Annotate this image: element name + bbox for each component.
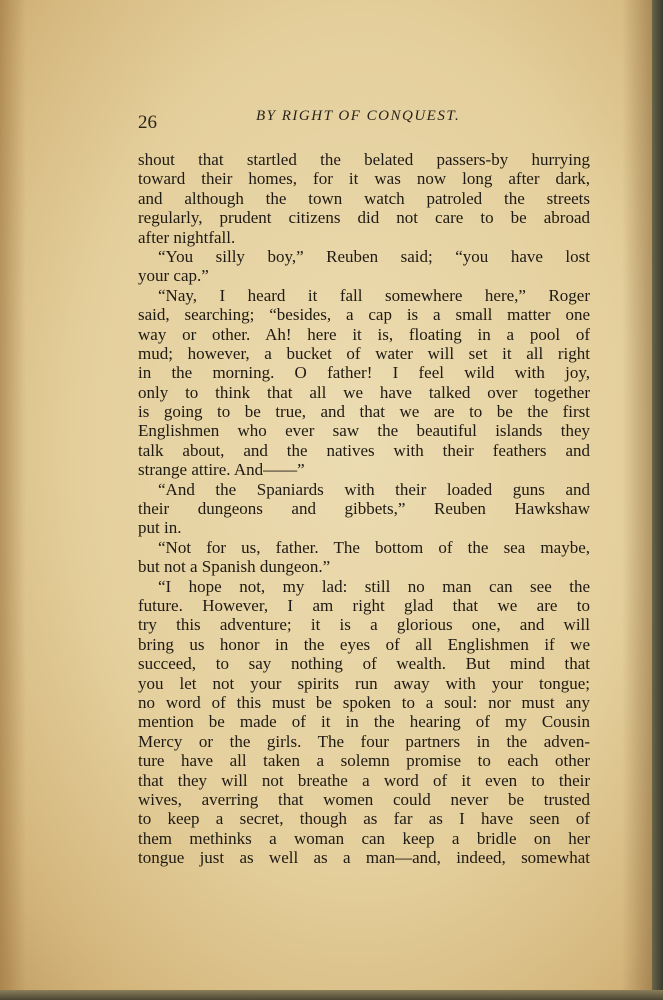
text-line: future. However, I am right glad that we are to	[138, 595, 590, 615]
page-header	[138, 108, 590, 134]
text-line: “And the Spaniards with their loaded guns and	[158, 479, 590, 499]
text-line: strange attire. And——”	[138, 460, 305, 480]
text-line: only to think that all we have talked over together	[138, 382, 590, 402]
page-number: 26	[138, 112, 157, 133]
text-line: their dungeons and gibbets,” Reuben Hawkshaw	[138, 499, 590, 519]
text-line: toward their homes, for it was now long after dark,	[138, 169, 590, 189]
text-line: mention be made of it in the hearing of my Cousin	[138, 712, 590, 732]
text-line: “I hope not, my lad: still no man can see the	[158, 576, 590, 596]
text-line: them methinks a woman can keep a bridle on her	[138, 828, 590, 848]
text-line: your cap.”	[138, 266, 209, 286]
text-line: way or other. Ah! here it is, floating in a pool of	[138, 324, 590, 344]
text-line: succeed, to say nothing of wealth. But mind that	[138, 654, 590, 674]
page-edge-right	[652, 0, 663, 1000]
text-line: “You silly boy,” Reuben said; “you have lost	[158, 246, 590, 266]
text-line: shout that startled the belated passers-by hurrying	[138, 150, 590, 169]
page-edge-bottom	[0, 990, 663, 1000]
text-line: ture have all taken a solemn promise to each other	[138, 751, 590, 771]
text-line: but not a Spanish dungeon.”	[138, 557, 331, 577]
text-line: Englishmen who ever saw the beautiful islands they	[138, 421, 590, 441]
text-line: regularly, prudent citizens did not care to be abroad	[138, 208, 590, 228]
text-line: try this adventure; it is a glorious one, and will	[138, 615, 590, 635]
text-line: “Nay, I heard it fall somewhere here,” Roger	[158, 285, 590, 305]
body-text	[138, 150, 590, 867]
text-line: wives, averring that women could never be trusted	[138, 789, 590, 809]
text-line: put in.	[138, 518, 182, 538]
text-line: in the morning. O father! I feel wild with joy,	[138, 363, 590, 383]
text-line: that they will not breathe a word of it even to their	[138, 770, 590, 790]
text-line: “Not for us, father. The bottom of the sea maybe,	[158, 537, 590, 557]
text-line: talk about, and the natives with their feathers and	[138, 440, 590, 460]
running-head: BY RIGHT OF CONQUEST.	[256, 108, 461, 124]
text-line: you let not your spirits run away with your tongue;	[138, 673, 590, 693]
text-line: and although the town watch patroled the streets	[138, 188, 590, 208]
text-line: mud; however, a bucket of water will set it all right	[138, 343, 590, 363]
text-line: Mercy or the girls. The four partners in the adven-	[138, 731, 590, 751]
text-line: no word of this must be spoken to a soul: nor must any	[138, 692, 590, 712]
text-line: after nightfall.	[138, 227, 236, 247]
text-line: said, searching; “besides, a cap is a small matter one	[138, 305, 590, 325]
text-line: is going to be true, and that we are to be the first	[138, 402, 590, 422]
text-line: bring us honor in the eyes of all Englishmen if we	[138, 634, 590, 654]
text-line: to keep a secret, though as far as I have seen of	[138, 809, 590, 829]
text-line: tongue just as well as a man—and, indeed, somewhat	[138, 848, 590, 868]
